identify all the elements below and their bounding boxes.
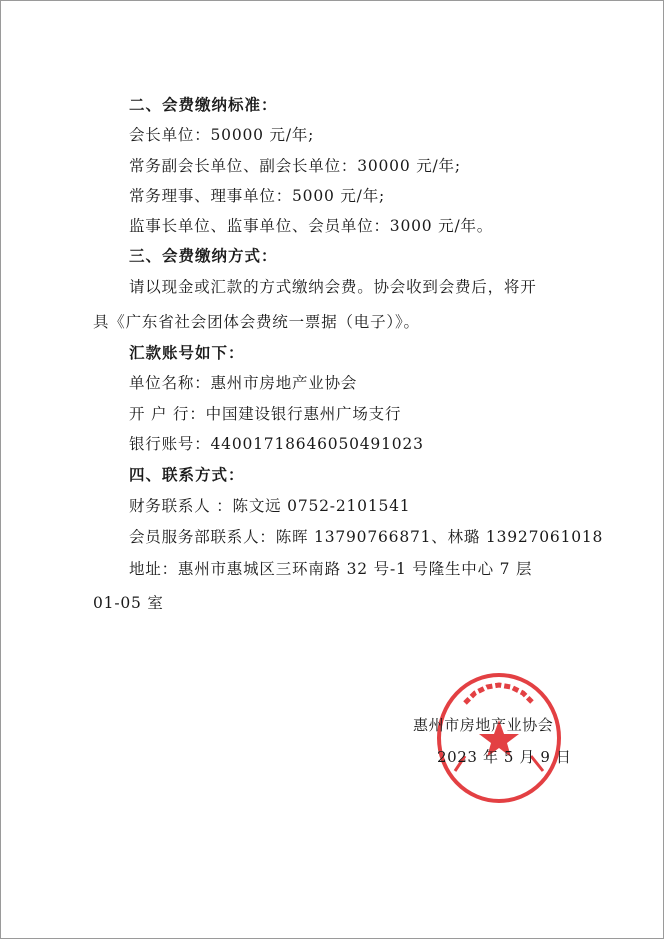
fee-item: 常务副会长单位、副会长单位：30000 元/年; <box>129 157 461 175</box>
fee-item: 监事长单位、监事单位、会员单位：3000 元/年。 <box>129 217 494 235</box>
fee-item: 常务理事、理事单位：5000 元/年; <box>129 187 386 205</box>
payment-paragraph-cont: 具《广东省社会团体会费统一票据（电子）》。 <box>93 313 420 331</box>
fee-item: 会长单位：50000 元/年; <box>129 126 315 144</box>
signature-date: 2023 年 5 月 9 日 <box>437 748 572 766</box>
official-seal-icon <box>435 671 563 805</box>
fee-standard-heading: 二、会费缴纳标准： <box>129 96 278 114</box>
account-line: 开 户 行：中国建设银行惠州广场支行 <box>129 405 402 423</box>
contact-heading: 四、联系方式： <box>129 466 245 484</box>
payment-method-heading: 三、会费缴纳方式： <box>129 247 278 265</box>
address-cont: 01-05 室 <box>93 594 164 612</box>
contact-line: 会员服务部联系人：陈晖 13790766871、林璐 13927061018 <box>129 528 604 546</box>
payment-paragraph: 请以现金或汇款的方式缴纳会费。协会收到会费后，将开 <box>129 278 537 296</box>
account-heading: 汇款账号如下： <box>129 344 245 362</box>
contact-line: 财务联系人 ：陈文远 0752-2101541 <box>129 497 411 515</box>
account-line: 单位名称：惠州市房地产业协会 <box>129 374 358 392</box>
signature-org: 惠州市房地产业协会 <box>413 716 554 734</box>
account-line: 银行账号：44001718646050491023 <box>129 435 424 453</box>
contact-line: 地址：惠州市惠城区三环南路 32 号-1 号隆生中心 7 层 <box>129 560 533 578</box>
